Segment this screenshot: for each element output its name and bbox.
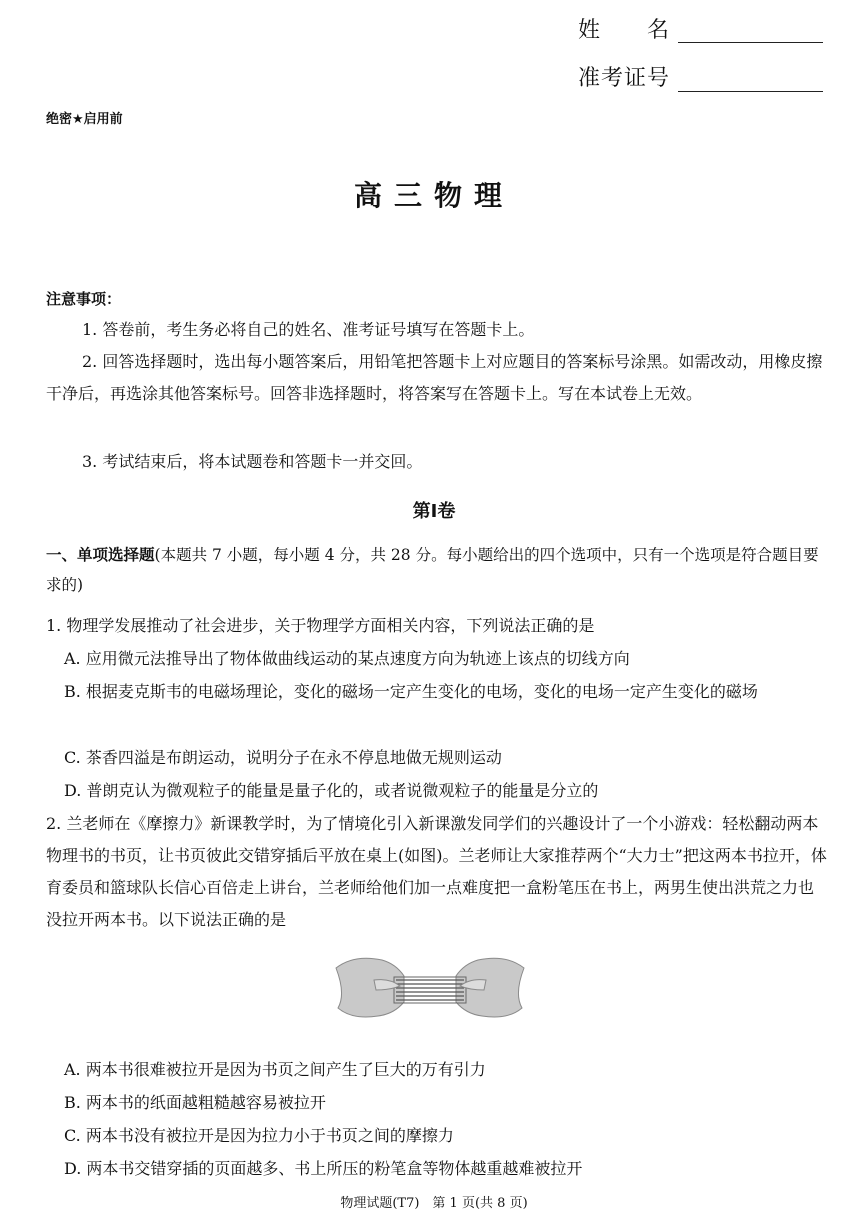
interleaved-books-figure	[334, 950, 526, 1028]
notice-item-3: 3. 考试结束后，将本试题卷和答题卡一并交回。	[82, 452, 423, 471]
notice-item-1: 1. 答卷前，考生务必将自己的姓名、准考证号填写在答题卡上。	[82, 320, 535, 339]
question-2-option-d: D. 两本书交错穿插的页面越多、书上所压的粉笔盒等物体越重越难被拉开	[64, 1159, 583, 1178]
notice-heading: 注意事项：	[46, 290, 122, 308]
question-2-option-b: B. 两本书的纸面越粗糙越容易被拉开	[64, 1093, 326, 1112]
exam-id-blank-line[interactable]	[678, 91, 823, 92]
page-title: 高三物理	[353, 179, 514, 212]
question-1-option-c: C. 茶香四溢是布朗运动，说明分子在永不停息地做无规则运动	[64, 748, 502, 767]
question-1-option-b: B. 根据麦克斯韦的电磁场理论，变化的磁场一定产生变化的电场，变化的电场一定产生变化的磁场	[64, 682, 758, 701]
part-description: (本题共 7 小题，每小题 4 分，共 28 分。每小题给出的四个选项中，只有一个选项是符合题目要求的)	[46, 546, 819, 594]
notice-item-2: 2. 回答选择题时，选出每小题答案后，用铅笔把答题卡上对应题目的答案标号涂黑。如需改动，用橡皮擦干净后，再选涂其他答案标号。回答非选择题时，将答案写在答题卡上。写在本试卷上无效。	[46, 352, 823, 403]
name-label: 姓 名	[578, 18, 671, 43]
question-1-option-d: D. 普朗克认为微观粒子的能量是量子化的，或者说微观粒子的能量是分立的	[64, 781, 599, 800]
question-1-stem: 1. 物理学发展推动了社会进步，关于物理学方面相关内容，下列说法正确的是	[46, 616, 595, 635]
section-title: 第Ⅰ卷	[412, 501, 456, 522]
name-field	[578, 16, 670, 46]
confidential-mark: 绝密★启用前	[46, 112, 123, 127]
name-blank-line[interactable]	[678, 42, 823, 43]
part-label: 一、单项选择题	[46, 546, 155, 564]
page-footer: 物理试题(T7) 第 1 页(共 8 页)	[340, 1196, 528, 1211]
exam-id-field	[578, 64, 670, 94]
question-2-option-c: C. 两本书没有被拉开是因为拉力小于书页之间的摩擦力	[64, 1126, 454, 1145]
question-2-stem: 2. 兰老师在《摩擦力》新课教学时，为了情境化引入新课激发同学们的兴趣设计了一个小游戏：轻松翻动两本物理书的书页，让书页彼此交错穿插后平放在桌上(如图)。兰老师让大家推荐两个“大力士”把这两本书拉开，体育委员和篮球队长信心百倍走上讲台，兰老师给他们加一点难度把一盒粉笔压在书上，两男生使出洪荒之力也没拉开两本书。以下说法正确的是	[46, 814, 827, 929]
question-1-option-a: A. 应用微元法推导出了物体做曲线运动的某点速度方向为轨迹上该点的切线方向	[64, 649, 630, 668]
exam-id-label: 准考证号	[578, 66, 671, 91]
question-2-option-a: A. 两本书很难被拉开是因为书页之间产生了巨大的万有引力	[64, 1060, 486, 1079]
part-heading	[46, 540, 831, 600]
